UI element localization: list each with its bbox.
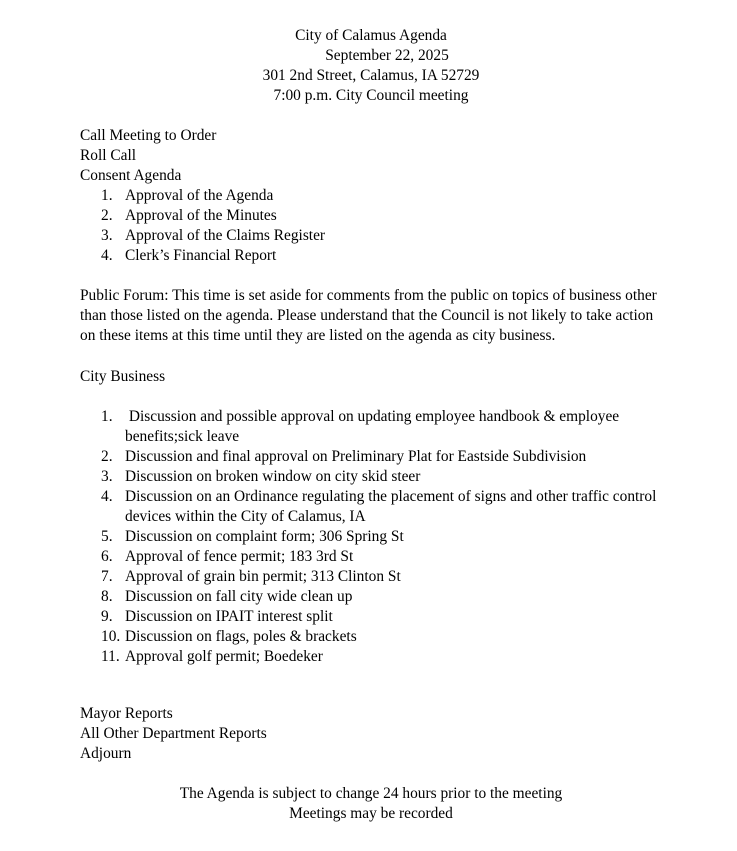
document-title: City of Calamus Agenda xyxy=(295,27,447,44)
city-business-item-8 xyxy=(80,587,658,607)
city-business-item-8-text: Discussion on fall city wide clean up xyxy=(125,588,353,605)
city-business-item-9 xyxy=(80,607,658,627)
agenda-item-call-meeting-to-order: Call Meeting to Order xyxy=(80,127,217,144)
city-business-item-11-text: Approval golf permit; Boedeker xyxy=(125,648,323,665)
city-business-heading: City Business xyxy=(80,368,166,385)
meeting-time: 7:00 p.m. City Council meeting xyxy=(273,87,469,104)
city-business-item-3 xyxy=(80,467,658,487)
consent-agenda-item-1-text: Approval of the Agenda xyxy=(125,187,274,204)
city-business-item-2-text: Discussion and final approval on Preliminary Plat for Eastside Subdivision xyxy=(125,448,587,465)
city-business-item-5-text: Discussion on complaint form; 306 Spring St xyxy=(125,528,404,545)
consent-agenda-item-2 xyxy=(80,206,662,226)
city-business-item-5 xyxy=(80,527,658,547)
agenda-item-all-other-department-reports: All Other Department Reports xyxy=(80,725,267,742)
meeting-address: 301 2nd Street, Calamus, IA 52729 xyxy=(262,67,480,84)
city-business-item-9-text: Discussion on IPAIT interest split xyxy=(125,608,333,625)
consent-agenda-item-3-text: Approval of the Claims Register xyxy=(125,227,326,244)
consent-agenda-item-4-text: Clerk’s Financial Report xyxy=(125,247,277,264)
city-business-item-1-text: Discussion and possible approval on updating employee handbook & employee benefits;sick leave xyxy=(125,408,623,445)
city-business-item-11 xyxy=(80,647,658,667)
meeting-date: September 22, 2025 xyxy=(325,47,449,64)
opening-items-section xyxy=(80,126,662,266)
agenda-item-adjourn: Adjourn xyxy=(80,745,132,762)
city-business-item-4 xyxy=(80,487,661,527)
city-business-item-10-text: Discussion on flags, poles & brackets xyxy=(125,628,357,645)
footer-recording-notice: Meetings may be recorded xyxy=(289,805,453,822)
consent-agenda-item-1 xyxy=(80,186,662,206)
city-business-item-3-text: Discussion on broken window on city skid steer xyxy=(125,468,421,485)
city-business-item-1 xyxy=(80,407,658,447)
public-forum-paragraph: Public Forum: This time is set aside for comments from the public on topics of business other than those listed on the agenda. Please understand that the Council is not likely to take action on these items at this time until they are listed on the agenda as city business. xyxy=(80,287,657,344)
consent-agenda-item-3 xyxy=(80,226,662,246)
document-footer xyxy=(80,784,662,824)
footer-change-notice: The Agenda is subject to change 24 hours prior to the meeting xyxy=(179,785,563,802)
consent-agenda-item-4 xyxy=(80,246,662,266)
city-business-item-4-text: Discussion on an Ordinance regulating the placement of signs and other traffic control devices within the City of Calamus, IA xyxy=(125,488,661,525)
city-business-item-7 xyxy=(80,567,658,587)
city-business-list xyxy=(80,407,661,667)
agenda-item-mayor-reports: Mayor Reports xyxy=(80,705,173,722)
city-business-item-6 xyxy=(80,547,658,567)
agenda-item-roll-call: Roll Call xyxy=(80,147,137,164)
consent-agenda-list xyxy=(80,186,662,266)
consent-agenda-item-2-text: Approval of the Minutes xyxy=(125,207,277,224)
consent-agenda-heading: Consent Agenda xyxy=(80,167,182,184)
city-business-item-7-text: Approval of grain bin permit; 313 Clinton St xyxy=(125,568,401,585)
closing-items-section xyxy=(80,704,662,764)
city-business-item-6-text: Approval of fence permit; 183 3rd St xyxy=(125,548,354,565)
city-business-item-2 xyxy=(80,447,658,467)
document-header xyxy=(80,26,662,106)
city-business-item-10 xyxy=(80,627,658,647)
